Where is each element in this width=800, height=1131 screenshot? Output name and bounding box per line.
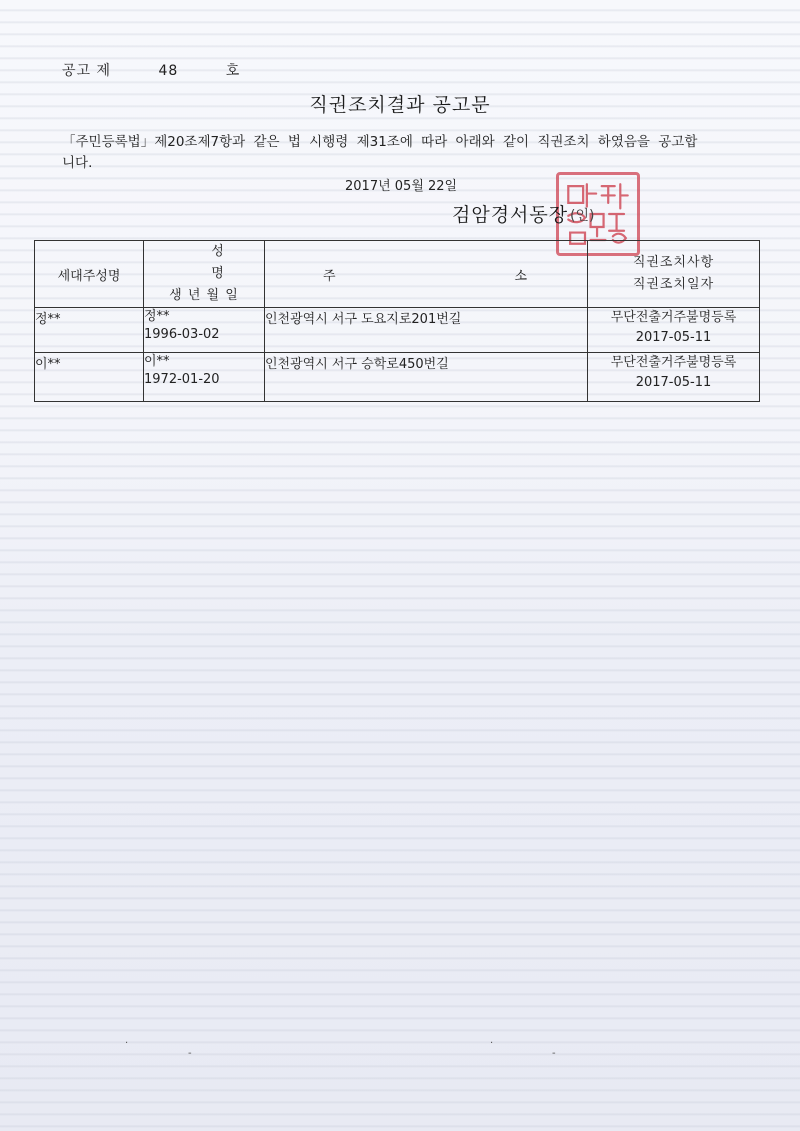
table-row [35,308,760,353]
header-address-right: 소 [514,268,527,284]
scan-speck: - [188,1048,192,1059]
cell-action-item: 무단전출거주불명등록 [610,310,737,325]
cell-address: 인천광역시 서구 도요지로201번길 [265,308,588,353]
scan-speck: - [552,1048,556,1059]
header-householder: 세대주성명 [35,241,144,308]
header-action-item: 직권조치사항 [632,255,715,270]
cell-action [588,308,760,353]
header-name-birth [144,241,265,308]
cell-name: 정** [144,309,170,324]
table-row [35,353,760,402]
seal-mark: (인) [570,208,595,224]
cell-action [588,353,760,402]
header-birth: 생 년 월 일 [169,288,239,303]
notice-number: 48 [158,63,179,79]
header-action [588,241,760,308]
header-action-date: 직권조치일자 [632,277,715,292]
notice-number-line [62,60,240,80]
signer-name: 검암경서동장 [452,204,569,226]
table-header-row [35,241,760,308]
cell-householder: 정** [35,308,144,353]
header-address [265,241,588,308]
cell-action-date: 2017-05-11 [635,375,712,390]
header-address-left: 주 [323,268,336,284]
cell-address: 인천광역시 서구 승학로450번길 [265,353,588,402]
header-name: 성 명 [211,244,225,281]
notice-suffix: 호 [225,63,241,79]
cell-householder: 이** [35,353,144,402]
scan-speck: · [125,1038,129,1049]
scan-speck: · [490,1038,494,1049]
cell-action-item: 무단전출거주불명등록 [610,355,737,370]
cell-birth: 1996-03-02 [144,327,220,342]
cell-name-birth [144,353,265,402]
cell-name: 이** [144,354,170,369]
cell-action-date: 2017-05-11 [635,330,712,345]
notice-date: 2017년 05월 22일 [345,179,458,194]
records-table [34,240,760,402]
cell-birth: 1972-01-20 [144,372,220,387]
notice-label: 공고 제 [62,63,112,79]
notice-body: 「주민등록법」제20조제7항과 같은 법 시행령 제31조에 따라 아래와 같이 직권조치 하였음을 공고합니다. [62,134,698,171]
cell-name-birth [144,308,265,353]
page-title: 직권조치결과 공고문 [309,94,491,116]
